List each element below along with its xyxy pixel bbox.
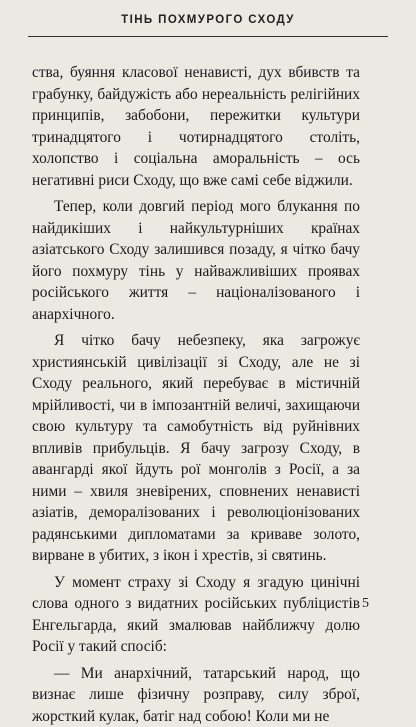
header-rule: [28, 36, 388, 37]
paragraph-3: Я чітко бачу небезпеку, яка загрожує християнській цивілізації зі Сходу, але не зі Сходу реального, який перебуває в містичній мрійливості, чи в імпозантній величі, захищаючи свою культуру та самобутність від руйнівних впливів прибульців. Я бачу загрозу Сходу, в авангарді якої йдуть рої монголів з Росії, а за ними – хвиля зневірених, сповнених ненависті азіатів, деморалізованих і революціонізованих радянськими дипломатами за криваве золото, вирване в убитих, з ікон і хрестів, зі святинь.: [32, 330, 360, 567]
paragraph-1: ства, буяння класової ненависті, дух вбивств та грабунку, байдужість або нереальність релігійних принципів, забобони, пережитки культури тринадцятого і чотирнадцятого століть, холопство і соціальна аморальність – ось негативні риси Сходу, що вже самі себе віджили.: [32, 62, 360, 191]
body-text: [32, 62, 360, 727]
page-number: 5: [362, 596, 369, 612]
paragraph-4: У момент страху зі Сходу я згадую цинічні слова одного з видатних російських публіцистів Енгельгарда, який змалював найближчу долю Росії у такий спосіб:: [32, 572, 360, 658]
paragraph-2: Тепер, коли довгий період мого блукання по найдикіших і найкультурніших країнах азіатського Сходу залишився позаду, я чітко бачу його похмуру тінь у найважливіших проявах російського життя – націоналізованого і анархічного.: [32, 196, 360, 325]
running-head: ТІНЬ ПОХМУРОГО СХОДУ: [28, 14, 388, 26]
paragraph-5: — Ми анархічний, татарський народ, що визнає лише фізичну розправу, силу зброї, жорсткий кулак, батіг над собою! Коли ми не: [32, 663, 360, 727]
